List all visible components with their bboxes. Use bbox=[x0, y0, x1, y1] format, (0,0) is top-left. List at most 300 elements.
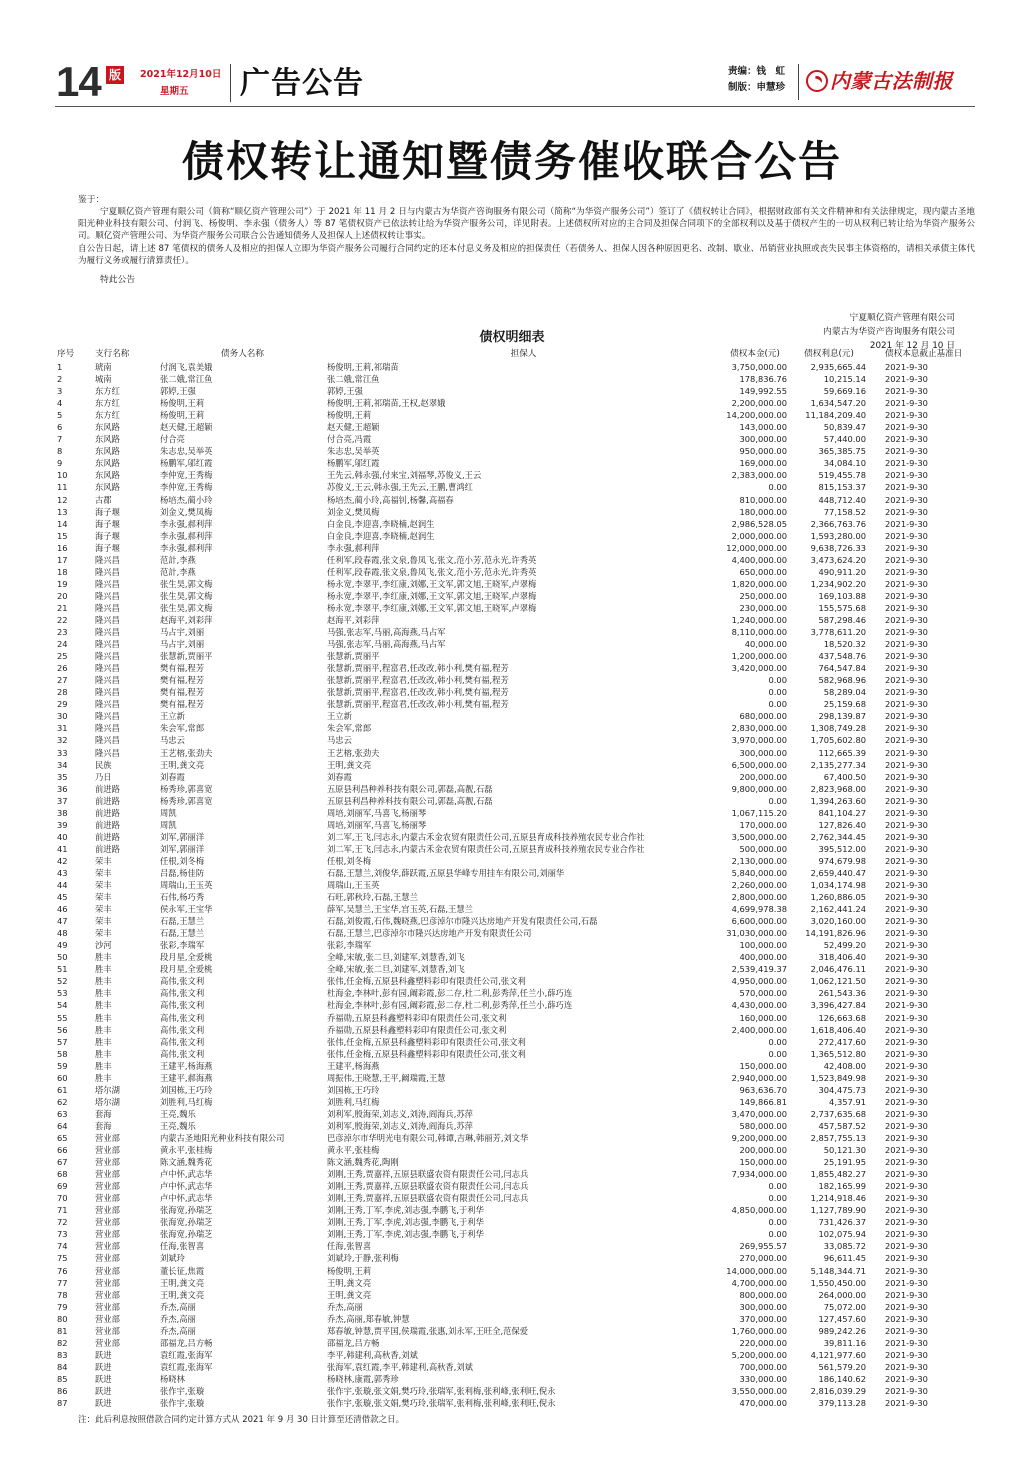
table-row bbox=[55, 457, 975, 469]
base-date: 2021-9-30 bbox=[885, 1229, 928, 1240]
guarantor: 王明,龚文亮 bbox=[327, 759, 372, 770]
row-index: 74 bbox=[57, 1241, 68, 1252]
table-row bbox=[55, 795, 975, 807]
debtor-name: 周瑞山,王玉英 bbox=[160, 880, 213, 891]
table-row bbox=[55, 722, 975, 734]
branch-name: 胜丰 bbox=[95, 964, 112, 975]
interest-amount: 186,140.62 bbox=[818, 1373, 866, 1384]
guarantor: 石磊,刘俊霞,石伟,魏晓燕,巴彦淖尔市隆兴达房地产开发有限责任公司,石磊 bbox=[327, 916, 598, 927]
principal-amount: 6,500,000.00 bbox=[731, 759, 787, 770]
interest-amount: 155,575.68 bbox=[818, 602, 866, 613]
table-row bbox=[55, 602, 975, 614]
interest-amount: 127,826.40 bbox=[818, 819, 866, 830]
interest-amount: 2,366,763.76 bbox=[810, 518, 866, 529]
base-date: 2021-9-30 bbox=[885, 699, 928, 710]
principal-amount: 3,500,000.00 bbox=[731, 831, 787, 842]
base-date: 2021-9-30 bbox=[885, 1277, 928, 1288]
interest-amount: 67,400.50 bbox=[823, 771, 866, 782]
branch-name: 城南 bbox=[95, 374, 112, 385]
debtor-name: 王亮,魏乐 bbox=[160, 1108, 196, 1119]
row-index: 39 bbox=[57, 819, 68, 830]
guarantor: 乔福勋,五原县科鑫塑料彩印有限责任公司,张文利 bbox=[327, 1024, 507, 1035]
base-date: 2021-9-30 bbox=[885, 747, 928, 758]
branch-name: 东方红 bbox=[95, 398, 120, 409]
row-index: 40 bbox=[57, 831, 68, 842]
principal-amount: 0.00 bbox=[768, 1181, 787, 1192]
branch-name: 套海 bbox=[95, 1108, 112, 1119]
branch-name: 隆兴昌 bbox=[95, 723, 120, 734]
interest-amount: 1,705,602.80 bbox=[810, 735, 866, 746]
principal-amount: 14,200,000.00 bbox=[726, 410, 787, 421]
row-index: 2 bbox=[57, 374, 63, 385]
guarantor: 王立新 bbox=[327, 711, 352, 722]
guarantor: 杨俊明,王莉 bbox=[327, 410, 372, 421]
row-index: 64 bbox=[57, 1120, 68, 1131]
row-index: 87 bbox=[57, 1398, 68, 1409]
debtor-name: 侯永军,王宝华 bbox=[160, 904, 213, 915]
base-date: 2021-9-30 bbox=[885, 1325, 928, 1336]
debtor-name: 李永强,郝利萍 bbox=[160, 542, 213, 553]
principal-amount: 3,420,000.00 bbox=[731, 663, 787, 674]
branch-name: 隆兴昌 bbox=[95, 675, 120, 686]
row-index: 4 bbox=[57, 398, 63, 409]
base-date: 2021-9-30 bbox=[885, 410, 928, 421]
table-row bbox=[55, 397, 975, 409]
base-date: 2021-9-30 bbox=[885, 795, 928, 806]
table-row bbox=[55, 963, 975, 975]
guarantor: 黄永平,张桂梅 bbox=[327, 1145, 380, 1156]
debtor-name: 王建平,杨海燕 bbox=[160, 1060, 213, 1071]
guarantor: 张作宇,张璇,张文娟,樊巧玲,张瑞军,张利梅,张利峰,张利旺,倪永 bbox=[327, 1385, 556, 1396]
branch-name: 荣丰 bbox=[95, 916, 112, 927]
layout-credit: 制版：申慧珍 bbox=[728, 82, 786, 93]
debtor-name: 李仲宽,王秀梅 bbox=[160, 470, 213, 481]
debtor-name: 周凯 bbox=[160, 819, 177, 830]
table-row bbox=[55, 373, 975, 385]
guarantor: 苏俊义,王云,韩永强,王先云,王鹏,曹鸿红 bbox=[327, 482, 473, 493]
row-index: 14 bbox=[57, 518, 68, 529]
principal-amount: 9,800,000.00 bbox=[731, 783, 787, 794]
row-index: 48 bbox=[57, 928, 68, 939]
branch-name: 隆兴昌 bbox=[95, 566, 120, 577]
interest-amount: 457,587.52 bbox=[818, 1120, 866, 1131]
row-index: 46 bbox=[57, 904, 68, 915]
branch-name: 隆兴昌 bbox=[95, 590, 120, 601]
row-index: 82 bbox=[57, 1337, 68, 1348]
principal-amount: 950,000.00 bbox=[739, 446, 787, 457]
guarantor: 任利军,段春霞,张文泉,鲁凤飞,张文,范小芳,范永光,许秀英 bbox=[327, 554, 537, 565]
guarantor: 杨永宽,李翠平,李红康,刘娜,王文军,郭文旭,王晓军,卢翠梅 bbox=[327, 578, 537, 589]
debtor-name: 邵福龙,吕方畅 bbox=[160, 1337, 213, 1348]
interest-amount: 1,855,482.27 bbox=[810, 1169, 866, 1180]
guarantor: 郑春敏,钟慧,贾平国,侯瑞霞,张惠,刘永军,王旺全,范保爱 bbox=[327, 1325, 528, 1336]
branch-name: 荣丰 bbox=[95, 880, 112, 891]
header-divider bbox=[798, 64, 799, 100]
principal-amount: 3,750,000.00 bbox=[731, 362, 787, 372]
interest-amount: 2,823,968.00 bbox=[810, 783, 866, 794]
row-index: 65 bbox=[57, 1133, 68, 1143]
table-row bbox=[55, 433, 975, 445]
branch-name: 东风路 bbox=[95, 482, 120, 493]
table-row bbox=[55, 879, 975, 891]
guarantor: 五原县利昌种养科技有限公司,郭磊,高靓,石磊 bbox=[327, 783, 493, 794]
interest-amount: 50,121.30 bbox=[823, 1145, 866, 1156]
interest-amount: 989,242.26 bbox=[818, 1325, 866, 1336]
column-header: 担保人 bbox=[510, 349, 537, 359]
base-date: 2021-9-30 bbox=[885, 1193, 928, 1204]
interest-amount: 11,184,209.40 bbox=[805, 410, 866, 421]
principal-amount: 5,840,000.00 bbox=[731, 867, 787, 878]
principal-amount: 160,000.00 bbox=[739, 1012, 787, 1023]
debtor-name: 刘斌玲 bbox=[160, 1253, 185, 1264]
debtor-name: 刘金义,樊凤梅 bbox=[160, 506, 213, 517]
debtor-name: 袁红霞,张海军 bbox=[160, 1361, 213, 1372]
interest-amount: 77,158.52 bbox=[823, 506, 866, 517]
interest-amount: 561,579.20 bbox=[818, 1361, 866, 1372]
branch-name: 营业部 bbox=[95, 1277, 120, 1288]
debtor-name: 高伟,张文利 bbox=[160, 976, 205, 987]
principal-amount: 2,800,000.00 bbox=[731, 892, 787, 903]
branch-name: 隆兴昌 bbox=[95, 578, 120, 589]
debtor-name: 李永强,郝利萍 bbox=[160, 518, 213, 529]
base-date: 2021-9-30 bbox=[885, 1205, 928, 1216]
principal-amount: 3,550,000.00 bbox=[731, 1385, 787, 1396]
base-date: 2021-9-30 bbox=[885, 940, 928, 951]
branch-name: 营业部 bbox=[95, 1133, 120, 1143]
table-row bbox=[55, 1325, 975, 1337]
table-row bbox=[55, 891, 975, 903]
base-date: 2021-9-30 bbox=[885, 952, 928, 963]
notice-intro: 鉴于： bbox=[78, 195, 105, 205]
principal-amount: 650,000.00 bbox=[739, 566, 787, 577]
guarantor: 张彩,李瑞军 bbox=[327, 940, 372, 951]
debtor-name: 李仲宽,王秀梅 bbox=[160, 482, 213, 493]
debtor-name: 张海宽,孙瑞芝 bbox=[160, 1205, 213, 1216]
principal-amount: 400,000.00 bbox=[739, 952, 787, 963]
base-date: 2021-9-30 bbox=[885, 458, 928, 469]
base-date: 2021-9-30 bbox=[885, 422, 928, 433]
table-row bbox=[55, 843, 975, 855]
table-row bbox=[55, 747, 975, 759]
interest-amount: 1,523,849.98 bbox=[810, 1072, 866, 1083]
interest-amount: 264,000.00 bbox=[818, 1289, 866, 1300]
guarantor: 石旺,郭秋玲,石磊,王慧兰 bbox=[327, 892, 418, 903]
base-date: 2021-9-30 bbox=[885, 1241, 928, 1252]
table-row bbox=[55, 759, 975, 771]
guarantor: 五原县利昌种养科技有限公司,郭磊,高靓,石磊 bbox=[327, 795, 493, 806]
row-index: 38 bbox=[57, 807, 68, 818]
guarantor: 张慧新,贾丽平,程富君,任改改,韩小利,樊有福,程芳 bbox=[327, 663, 509, 674]
principal-amount: 220,000.00 bbox=[739, 1337, 787, 1348]
guarantor: 李永强,郝利萍 bbox=[327, 542, 380, 553]
interest-amount: 1,394,263.60 bbox=[810, 795, 866, 806]
debtor-name: 高伟,张文利 bbox=[160, 1012, 205, 1023]
base-date: 2021-9-30 bbox=[885, 494, 928, 505]
principal-amount: 300,000.00 bbox=[739, 434, 787, 445]
table-row bbox=[55, 542, 975, 554]
issue-date: 2021年12月10日 bbox=[140, 69, 222, 80]
interest-amount: 50,839.47 bbox=[823, 422, 866, 433]
interest-amount: 437,548.76 bbox=[818, 651, 866, 662]
debtor-name: 杨鹏军,邬红霞 bbox=[160, 458, 213, 469]
principal-amount: 143,000.00 bbox=[739, 422, 787, 433]
base-date: 2021-9-30 bbox=[885, 518, 928, 529]
debtor-name: 樊有福,程芳 bbox=[160, 699, 205, 710]
guarantor: 张作宇,张璇,张文娟,樊巧玲,张瑞军,张利梅,张利峰,张利旺,倪永 bbox=[327, 1398, 556, 1409]
table-row bbox=[55, 506, 975, 518]
table-row bbox=[55, 469, 975, 481]
principal-amount: 8,110,000.00 bbox=[731, 627, 787, 638]
debtor-name: 赵海平,刘彩萍 bbox=[160, 614, 213, 625]
debtor-name: 杨俊明,王莉 bbox=[160, 410, 205, 421]
table-row bbox=[55, 1313, 975, 1325]
interest-amount: 4,357.91 bbox=[829, 1096, 866, 1107]
principal-amount: 149,992.55 bbox=[739, 386, 787, 397]
base-date: 2021-9-30 bbox=[885, 855, 928, 866]
debtor-name: 张慧新,贾丽平 bbox=[160, 651, 213, 662]
table-row bbox=[55, 1289, 975, 1301]
base-date: 2021-9-30 bbox=[885, 1084, 928, 1095]
base-date: 2021-9-30 bbox=[885, 1145, 928, 1156]
guarantor: 张二娥,常江鱼 bbox=[327, 374, 380, 385]
branch-name: 东风路 bbox=[95, 470, 120, 481]
debtor-name: 段月星,全爱桃 bbox=[160, 952, 213, 963]
base-date: 2021-9-30 bbox=[885, 362, 928, 372]
interest-amount: 261,543.36 bbox=[818, 988, 866, 999]
branch-name: 前进路 bbox=[95, 831, 120, 842]
branch-name: 民族 bbox=[95, 759, 112, 770]
principal-amount: 4,700,000.00 bbox=[731, 1277, 787, 1288]
debtor-name: 杨秀珍,郭喜宽 bbox=[160, 795, 213, 806]
row-index: 3 bbox=[57, 386, 63, 397]
base-date: 2021-9-30 bbox=[885, 1157, 928, 1168]
principal-amount: 6,600,000.00 bbox=[731, 916, 787, 927]
row-index: 24 bbox=[57, 639, 68, 650]
base-date: 2021-9-30 bbox=[885, 904, 928, 915]
table-row bbox=[55, 1228, 975, 1240]
interest-amount: 5,148,344.71 bbox=[810, 1265, 866, 1276]
debtor-name: 樊有福,程芳 bbox=[160, 687, 205, 698]
debtor-name: 高伟,张文利 bbox=[160, 1024, 205, 1035]
debtor-name: 樊有福,程芳 bbox=[160, 675, 205, 686]
table-row bbox=[55, 1301, 975, 1313]
row-index: 83 bbox=[57, 1349, 68, 1360]
guarantor: 朱会军,常郎 bbox=[327, 723, 372, 734]
guarantor: 邵福龙,吕方畅 bbox=[327, 1337, 380, 1348]
interest-amount: 169,103.88 bbox=[818, 590, 866, 601]
row-index: 32 bbox=[57, 735, 68, 746]
interest-amount: 25,191.95 bbox=[823, 1157, 866, 1168]
table-row bbox=[55, 1108, 975, 1120]
base-date: 2021-9-30 bbox=[885, 1217, 928, 1228]
guarantor: 任利军,段春霞,张文泉,鲁凤飞,张文,范小芳,范永光,许秀英 bbox=[327, 566, 537, 577]
branch-name: 胜丰 bbox=[95, 1012, 112, 1023]
principal-amount: 14,000,000.00 bbox=[726, 1265, 787, 1276]
branch-name: 胜丰 bbox=[95, 1048, 112, 1059]
table-row bbox=[55, 975, 975, 987]
branch-name: 荣丰 bbox=[95, 855, 112, 866]
notice-paragraph: 宁夏顺亿资产管理有限公司（简称“顺亿资产管理公司”）于 2021 年 11 月 2 日与内蒙古为华资产咨询服务有限公司（简称“为华资产服务公司”）签订了《债权转让合同》，根据财政部有关文件精神和有关法律规定，现内蒙古圣地阳光种业科技有限公司、付润飞、杨俊明、李永强（债务人）等 87 笔债权资产已依法转让给为华资产服务公司，详见附表。上述债权所对应的主合同及担保合同项下的全部权利以及基于债权产生的一切从权利已转让给为华资产服务公司。顺亿资产管理公司、为华资产服务公司联合公告通知债务人及担保人上述债权转让事实。 bbox=[78, 207, 975, 242]
interest-amount: 1,618,406.40 bbox=[810, 1024, 866, 1035]
interest-amount: 3,473,624.20 bbox=[810, 554, 866, 565]
principal-amount: 0.00 bbox=[768, 675, 787, 686]
guarantor: 张慧新,贾丽平,程富君,任改改,韩小利,樊有福,程芳 bbox=[327, 675, 509, 686]
interest-amount: 58,289.04 bbox=[823, 687, 866, 698]
principal-amount: 0.00 bbox=[768, 1048, 787, 1059]
interest-amount: 52,499.20 bbox=[823, 940, 866, 951]
guarantor: 巴彦淖尔市华明光电有限公司,韩谭,吉琳,韩丽芳,刘文华 bbox=[327, 1133, 529, 1143]
branch-name: 隆兴昌 bbox=[95, 711, 120, 722]
table-row bbox=[55, 385, 975, 397]
debtor-name: 内蒙古圣地阳光种业科技有限公司 bbox=[160, 1133, 285, 1143]
row-index: 72 bbox=[57, 1217, 68, 1228]
table-row bbox=[55, 614, 975, 626]
base-date: 2021-9-30 bbox=[885, 1313, 928, 1324]
row-index: 20 bbox=[57, 590, 68, 601]
row-index: 26 bbox=[57, 663, 68, 674]
row-index: 21 bbox=[57, 602, 68, 613]
principal-amount: 2,383,000.00 bbox=[731, 470, 787, 481]
debtor-name: 付润飞,袁美娥 bbox=[160, 362, 213, 372]
principal-amount: 1,200,000.00 bbox=[731, 651, 787, 662]
table-header-row bbox=[55, 348, 975, 361]
row-index: 52 bbox=[57, 976, 68, 987]
debtor-name: 张作宇,张璇 bbox=[160, 1385, 205, 1396]
logo-emblem-icon bbox=[806, 70, 828, 92]
branch-name: 跃进 bbox=[95, 1349, 112, 1360]
base-date: 2021-9-30 bbox=[885, 723, 928, 734]
row-index: 28 bbox=[57, 687, 68, 698]
table-row bbox=[55, 590, 975, 602]
debtor-name: 朱志忠,吴举英 bbox=[160, 446, 213, 457]
row-index: 27 bbox=[57, 675, 68, 686]
base-date: 2021-9-30 bbox=[885, 1265, 928, 1276]
branch-name: 营业部 bbox=[95, 1169, 120, 1180]
debtor-name: 张生昊,郭文梅 bbox=[160, 602, 213, 613]
base-date: 2021-9-30 bbox=[885, 687, 928, 698]
principal-amount: 470,000.00 bbox=[739, 1398, 787, 1409]
table-row bbox=[55, 578, 975, 590]
interest-amount: 9,638,726.33 bbox=[810, 542, 866, 553]
table-row bbox=[55, 783, 975, 795]
table-row bbox=[55, 1048, 975, 1060]
branch-name: 沙河 bbox=[95, 940, 112, 951]
principal-amount: 169,000.00 bbox=[739, 458, 787, 469]
base-date: 2021-9-30 bbox=[885, 976, 928, 987]
column-header: 序号 bbox=[57, 349, 75, 359]
guarantor: 周培,刘丽军,马喜飞,杨丽琴 bbox=[327, 807, 427, 818]
guarantor: 石磊,王慧兰,刘俊华,薛跃霞,五原县华峰专用挂车有限公司,刘丽华 bbox=[327, 867, 565, 878]
row-index: 37 bbox=[57, 795, 68, 806]
table-row bbox=[55, 951, 975, 963]
interest-amount: 126,663.68 bbox=[818, 1012, 866, 1023]
interest-amount: 102,075.94 bbox=[818, 1229, 866, 1240]
branch-name: 隆兴昌 bbox=[95, 639, 120, 650]
debt-detail-table bbox=[55, 348, 975, 1409]
row-index: 75 bbox=[57, 1253, 68, 1264]
principal-amount: 963,636.70 bbox=[739, 1084, 787, 1095]
branch-name: 东风路 bbox=[95, 458, 120, 469]
base-date: 2021-9-30 bbox=[885, 880, 928, 891]
interest-amount: 2,816,039.29 bbox=[810, 1385, 866, 1396]
interest-amount: 96,611.45 bbox=[823, 1253, 866, 1264]
guarantor: 付合亮,冯霞 bbox=[327, 434, 372, 445]
table-row bbox=[55, 421, 975, 433]
row-index: 43 bbox=[57, 867, 68, 878]
table-row bbox=[55, 1072, 975, 1084]
base-date: 2021-9-30 bbox=[885, 735, 928, 746]
base-date: 2021-9-30 bbox=[885, 578, 928, 589]
guarantor: 王艺榕,张劲夫 bbox=[327, 747, 380, 758]
interest-amount: 379,113.28 bbox=[818, 1398, 866, 1409]
base-date: 2021-9-30 bbox=[885, 1337, 928, 1348]
principal-amount: 9,200,000.00 bbox=[731, 1133, 787, 1143]
signatory-company: 宁夏顺亿资产管理有限公司 bbox=[849, 313, 955, 323]
row-index: 45 bbox=[57, 892, 68, 903]
guarantor: 任根,刘冬梅 bbox=[327, 855, 372, 866]
row-index: 12 bbox=[57, 494, 68, 505]
signatory-company: 内蒙古为华资产咨询服务有限公司 bbox=[823, 327, 955, 337]
base-date: 2021-9-30 bbox=[885, 434, 928, 445]
base-date: 2021-9-30 bbox=[885, 1096, 928, 1107]
interest-amount: 4,121,977.60 bbox=[810, 1349, 866, 1360]
principal-amount: 100,000.00 bbox=[739, 940, 787, 951]
guarantor: 刘利军,殷海荣,刘志义,刘涛,阎海兵,苏萍 bbox=[327, 1108, 473, 1119]
table-row bbox=[55, 1192, 975, 1204]
base-date: 2021-9-30 bbox=[885, 506, 928, 517]
branch-name: 海子堰 bbox=[95, 542, 120, 553]
debtor-name: 高伟,张文利 bbox=[160, 1048, 205, 1059]
base-date: 2021-9-30 bbox=[885, 1048, 928, 1059]
table-row bbox=[55, 1084, 975, 1096]
table-row bbox=[55, 650, 975, 662]
guarantor: 刘刚,王秀,丁军,李虎,刘志强,李鹏飞,于利华 bbox=[327, 1217, 484, 1228]
guarantor: 杨培杰,蔺小玲,高福钊,杨馨,高福春 bbox=[327, 494, 454, 505]
header-rule bbox=[55, 106, 975, 107]
row-index: 58 bbox=[57, 1048, 68, 1059]
principal-amount: 230,000.00 bbox=[739, 602, 787, 613]
guarantor: 马强,张志军,马丽,高海燕,马占军 bbox=[327, 639, 446, 650]
interest-amount: 519,455.78 bbox=[818, 470, 866, 481]
debtor-name: 卢中怀,武志华 bbox=[160, 1181, 213, 1192]
principal-amount: 4,430,000.00 bbox=[731, 1000, 787, 1011]
debtor-name: 乔杰,高丽 bbox=[160, 1301, 196, 1312]
debtor-name: 张生昊,郭文梅 bbox=[160, 578, 213, 589]
interest-amount: 39,811.16 bbox=[823, 1337, 866, 1348]
row-index: 29 bbox=[57, 699, 68, 710]
base-date: 2021-9-30 bbox=[885, 988, 928, 999]
table-row bbox=[55, 999, 975, 1011]
branch-name: 隆兴昌 bbox=[95, 687, 120, 698]
table-row bbox=[55, 1144, 975, 1156]
interest-amount: 34,084.10 bbox=[823, 458, 866, 469]
branch-name: 胜丰 bbox=[95, 1060, 112, 1071]
debtor-name: 付合亮 bbox=[160, 434, 185, 445]
row-index: 34 bbox=[57, 759, 68, 770]
table-row bbox=[55, 1096, 975, 1108]
row-index: 47 bbox=[57, 916, 68, 927]
newspaper-logo: 内蒙古法制报 bbox=[830, 69, 953, 93]
table-row bbox=[55, 1240, 975, 1252]
branch-name: 隆兴昌 bbox=[95, 554, 120, 565]
row-index: 42 bbox=[57, 855, 68, 866]
guarantor: 刘刚,王秀,贾嘉祥,五原县联盛农资有限责任公司,闫志兵 bbox=[327, 1193, 529, 1204]
interest-amount: 582,968.96 bbox=[818, 675, 866, 686]
row-index: 61 bbox=[57, 1084, 68, 1095]
branch-name: 东方红 bbox=[95, 410, 120, 421]
interest-amount: 1,634,547.20 bbox=[810, 398, 866, 409]
principal-amount: 300,000.00 bbox=[739, 747, 787, 758]
